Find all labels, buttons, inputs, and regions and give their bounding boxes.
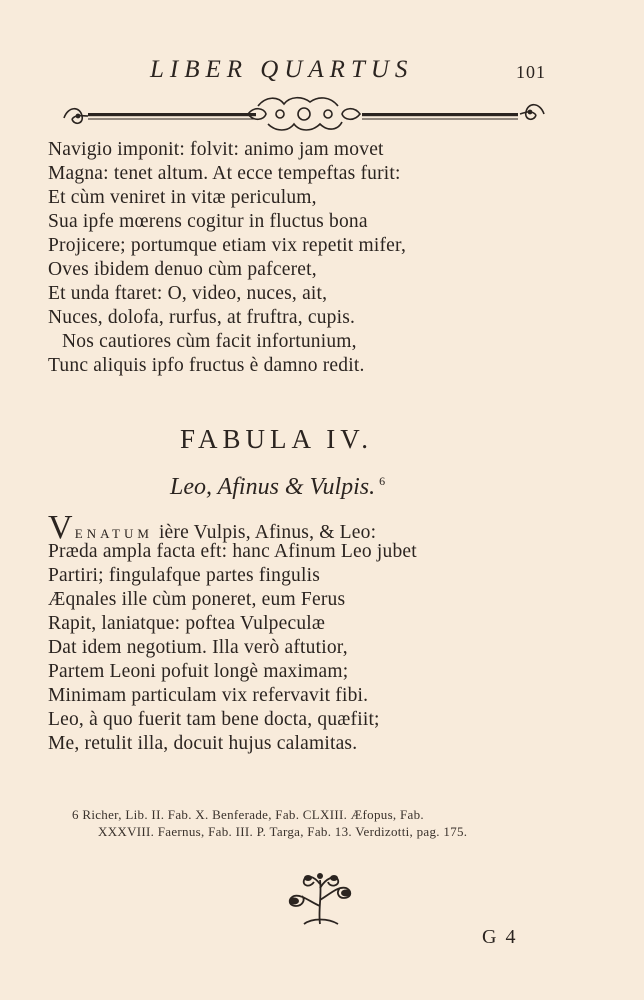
verse-line: Dat idem negotium. Illa verò aftutior, — [48, 637, 348, 658]
footnote-marker: 6 — [379, 474, 386, 488]
fable-subtitle-text: Leo, Afinus & Vulpis. — [170, 474, 376, 500]
smallcaps-word: ENATUM — [74, 526, 153, 541]
verse-line: Nuces, dolofa, rurfus, at fruftra, cupis. — [48, 307, 356, 328]
fable-verses — [48, 509, 608, 756]
page-number: 101 — [516, 62, 546, 82]
verse-line: Leo, à quo fuerit tam bene docta, quæfiit; — [48, 709, 380, 730]
verse-line: Partiri; fingulafque partes fingulis — [48, 565, 321, 586]
verse-line: Me, retulit illa, docuit hujus calamitas. — [48, 733, 358, 754]
verse-line: Et cùm veniret in vitæ periculum, — [48, 187, 317, 208]
verse-line: Tunc aliquis ipfo fructus è damno redit. — [48, 355, 365, 376]
verse-line: Nos cautiores cùm facit infortunium, — [62, 331, 357, 352]
verse-line: Projicere; portumque etiam vix repetit mifer, — [48, 235, 407, 256]
verse-line: Oves ibidem denuo cùm pafceret, — [48, 259, 317, 280]
verse-line: Magna: tenet altum. At ecce tempeftas furit: — [48, 163, 401, 184]
verse-line: Rapit, laniatque: poftea Vulpeculæ — [48, 613, 326, 634]
footnote — [72, 806, 572, 840]
verse-line: Sua ipfe mœrens cogitur in fluctus bona — [48, 211, 368, 232]
fable-subtitle — [170, 474, 470, 501]
footnote-line: 6 Richer, Lib. II. Fab. X. Benferade, Fab. CLXIII. Æfopus, Fab. — [72, 807, 424, 822]
decorative-rule-icon — [58, 94, 550, 136]
verse-line: Navigio imponit: folvit: animo jam movet — [48, 139, 384, 160]
fable-title: FABULA IV. — [180, 424, 374, 454]
fable-first-line — [48, 509, 608, 546]
verse-line: Minimam particulam vix refervavit fibi. — [48, 685, 369, 706]
first-line-text: ière Vulpis, Afinus, & Leo: — [158, 522, 377, 543]
running-title: LIBER QUARTUS — [150, 56, 414, 83]
verse-line: Æqnales ille cùm poneret, eum Ferus — [48, 589, 346, 610]
floral-tailpiece-icon — [282, 866, 358, 930]
footnote-line: XXXVIII. Faernus, Fab. III. P. Targa, Fab. 13. Verdizotti, pag. 175. — [98, 824, 468, 839]
previous-fable-verses — [48, 138, 608, 378]
verse-line: Et unda ftaret: O, video, nuces, ait, — [48, 283, 328, 304]
signature-mark: G 4 — [482, 926, 518, 948]
verse-line: Partem Leoni pofuit longè maximam; — [48, 661, 349, 682]
verse-line: Præda ampla facta eft: hanc Afinum Leo jubet — [48, 541, 417, 562]
drop-cap: V — [48, 509, 73, 546]
